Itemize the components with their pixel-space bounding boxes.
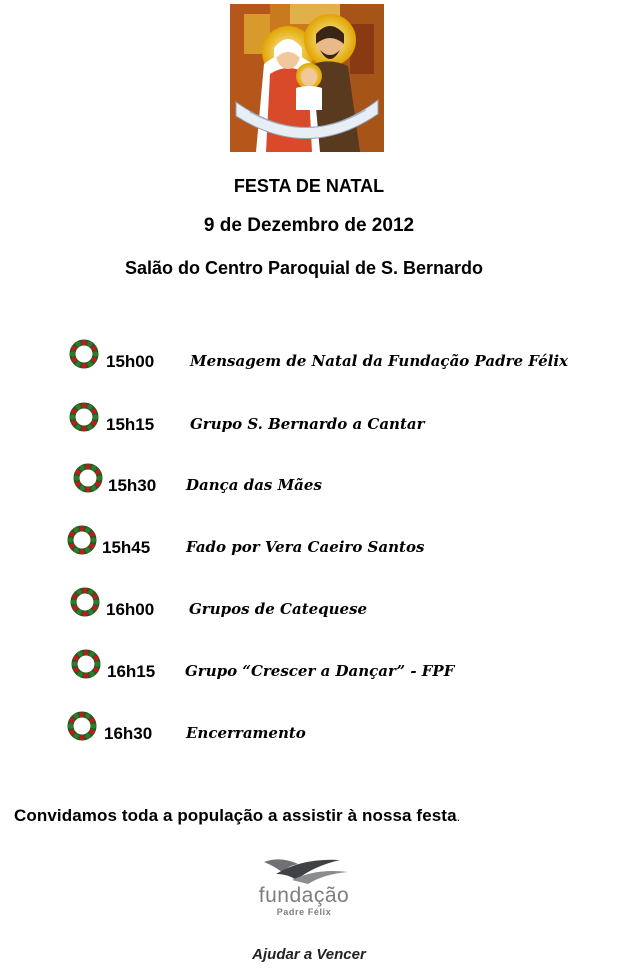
- schedule-activity: Fado por Vera Caeiro Santos: [186, 538, 425, 556]
- bird-wing-logo-icon: [262, 856, 352, 886]
- schedule-item: [72, 462, 612, 496]
- foundation-logo: [262, 856, 352, 886]
- schedule-time: 16h30: [104, 724, 153, 743]
- schedule-time: 15h15: [106, 415, 155, 434]
- schedule-item: [70, 648, 610, 682]
- christmas-wreath-icon: [70, 648, 102, 680]
- schedule-item: [66, 710, 606, 744]
- invitation-period: .: [456, 809, 461, 824]
- christmas-wreath-icon: [66, 710, 98, 742]
- schedule-time: 15h30: [108, 476, 157, 495]
- event-title: FESTA DE NATAL: [233, 176, 385, 196]
- christmas-wreath-icon: [68, 401, 100, 433]
- holy-family-image: [230, 4, 384, 152]
- logo-name: fundação: [258, 884, 350, 907]
- schedule-item: [68, 338, 608, 372]
- christmas-wreath-icon: [66, 524, 98, 556]
- schedule-item: [68, 401, 608, 435]
- invitation-text: [14, 806, 614, 826]
- christmas-wreath-icon: [69, 586, 101, 618]
- schedule-activity: Grupo “Crescer a Dançar” - FPF: [185, 662, 455, 680]
- schedule-activity: Encerramento: [186, 724, 306, 742]
- schedule-item: [69, 586, 609, 620]
- schedule-activity: Grupos de Catequese: [189, 600, 368, 618]
- schedule-time: 15h45: [102, 538, 151, 557]
- holy-family-icon: [230, 4, 384, 152]
- schedule-activity: Dança das Mães: [186, 476, 322, 494]
- motto: Ajudar a Vencer: [252, 946, 366, 963]
- event-date: 9 de Dezembro de 2012: [203, 215, 415, 236]
- schedule-activity: Grupo S. Bernardo a Cantar: [190, 415, 425, 433]
- schedule-time: 16h00: [106, 600, 155, 619]
- schedule-activity: Mensagem de Natal da Fundação Padre Félix: [190, 352, 568, 370]
- schedule-item: [66, 524, 606, 558]
- schedule-time: 15h00: [106, 352, 155, 371]
- christmas-wreath-icon: [68, 338, 100, 370]
- invitation-sentence: Convidamos toda a população a assistir à nossa festa: [14, 806, 457, 825]
- schedule-time: 16h15: [107, 662, 156, 681]
- christmas-wreath-icon: [72, 462, 104, 494]
- event-venue: Salão do Centro Paroquial de S. Bernardo: [124, 258, 484, 278]
- logo-subtitle: Padre Félix: [276, 907, 332, 917]
